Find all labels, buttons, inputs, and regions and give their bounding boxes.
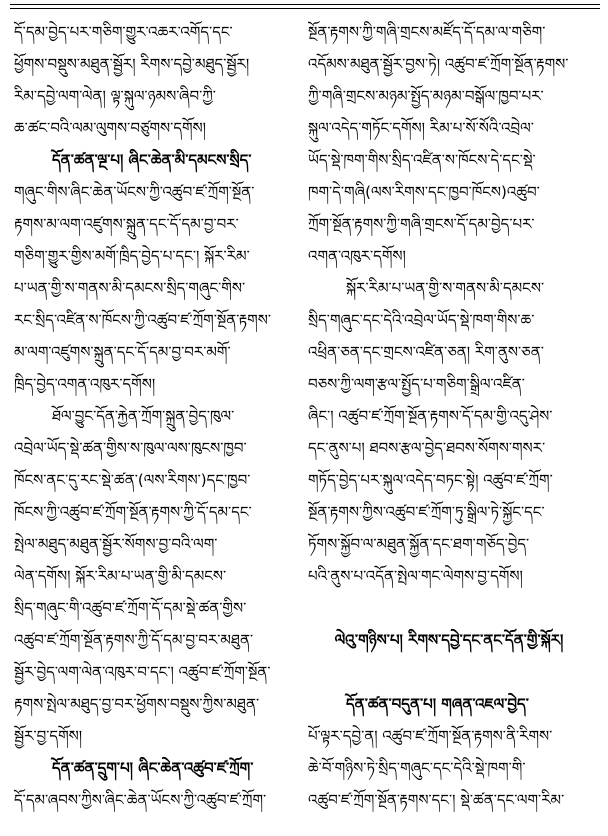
text-line: འདོམས་མཐུན་སྦྱོར་བྱས་ཏེ། འཚུབ་ཛ་ཀྲོག་སྔོན་རྟགས་ (308, 55, 569, 73)
text-line: རྟགས་མ་ལག་འཛུགས་སྐྲུན་དང་དོ་དམ་བྱ་བར་ (14, 215, 239, 233)
text-line: རྟགས་སྤེལ་མཐུད་བྱ་བར་ཕྱོགས་བསྡུས་ཀྱིས་མཐུན་ (14, 695, 260, 713)
text-line: ཁྲིད་བྱེད་འགན་འཁུར་དགོས། (14, 375, 156, 393)
top-border-rule-inner (10, 8, 600, 9)
text-line: ཁག་དེ་གཞི(ལས་རིགས་དང་ཁྱབ་ཁོངས)འཚུབ་ (308, 183, 540, 201)
text-line: དོ་དམ་ཞབས་ཀྱིས་ཞིང་ཆེན་ཡོངས་ཀྱི་འཚུབ་ཛ་ཀྲོག་ (14, 791, 267, 809)
text-line: འཚུབ་ཛ་ཀྲོག་སྔོན་རྟགས་ཀྱི་དོ་དམ་བྱ་བར་མཐུན་ (14, 631, 254, 649)
article-heading-line: དོན་ཚན་དྲུག་པ། ཞིང་ཆེན་འཚུབ་ཛ་ཀྲོག་ (52, 759, 254, 777)
text-line: ཐོལ་བྱུང་དོན་རྐྱེན་ཀྲོག་སྐྲུན་བྱེད་ཁུལ་ (52, 407, 235, 425)
text-line: རང་སྲིད་འཛིན་ས་ཁོངས་ཀྱི་འཚུབ་ཛ་ཀྲོག་སྔོན་རྟགས་ (14, 311, 271, 329)
text-line: ཀྱི་གཞི་གྲངས་མཉམ་སྤྱོད་མཉམ་བསྒོལ་ཁྱབ་པར་ (308, 87, 544, 105)
text-line: ཆ་ཚང་བའི་ལམ་ལུགས་བཙུགས་དགོས། (14, 119, 207, 137)
text-line: གཞུང་གིས་ཞིང་ཆེན་ཡོངས་ཀྱི་འཚུབ་ཛ་ཀྲོག་སྔོན་ (14, 183, 255, 201)
text-line: སྦྱོར་བྱེད་ལག་ལེན་འཁུར་བ་དང་། འཚུབ་ཛ་ཀྲོག་སྔོན་ (14, 663, 271, 681)
text-line: པའི་ནུས་པ་འདོན་སྤེལ་གང་ལེགས་བྱ་དགོས། (308, 567, 523, 585)
text-line: ཏོགས་སྐྱོབ་ལ་མཐུན་སྐྱོན་དང་ཐག་གཅོད་བྱེད་ (308, 535, 530, 553)
text-line: འབྲེལ་ཡོད་སྡེ་ཚན་གྱིས་ས་ཁུལ་ལས་ཁུངས་ཁྱབ་ (14, 439, 247, 457)
article-heading-line: དོན་ཚན་བདུན་པ། གཞན་འཇལ་བྱེད་ (346, 695, 529, 713)
text-line: ཡོད་སྡེ་ཁག་གིས་སྲིད་འཛིན་ས་ཁོངས་དེ་དང་སྡེ་ (308, 151, 536, 169)
text-line: མ་ལག་འཛུགས་སྐྲུན་དང་དོ་དམ་བྱ་བར་མགོ་ (14, 343, 231, 361)
text-line: ཀྲོག་སྔོན་རྟགས་ཀྱི་གཞི་གྲངས་དོ་དམ་བྱེད་པར་ (308, 215, 535, 233)
left-text-column (14, 16, 296, 816)
text-line: གཅིག་གྱུར་གྱིས་མགོ་ཁྲིད་བྱེད་པ་དང་། སྐོར་རིམ་ (14, 247, 250, 265)
top-border-rule (10, 4, 600, 5)
text-line: ཁོངས་ཀྱི་འཚུབ་ཛ་ཀྲོག་སྔོན་རྟགས་ཀྱི་དོ་དམ་དང་ (14, 503, 252, 521)
text-line: སྔོན་རྟགས་ཀྱི་གཞི་གྲངས་མཛོད་དོ་དམ་ལ་གཅིག་ (308, 23, 546, 41)
text-line: འགན་འཁུར་དགོས། (308, 247, 406, 265)
text-line: སྐུལ་འདེད་གཏོང་དགོས། རིམ་པ་སོ་སོའི་འབྲེལ་ (308, 119, 534, 137)
text-line: དང་ནུས་པ། ཐབས་རྩལ་བྱེད་ཐབས་སོགས་གསར་ (308, 439, 546, 457)
text-line: ཆེ་བོ་གཉིས་ཏེ་སྲིད་གཞུང་དང་དེའི་སྡེ་ཁག་གི་ (308, 759, 526, 777)
text-line: འཚུབ་ཛ་ཀྲོག་སྔོན་རྟགས་དང་། སྡེ་ཚན་དང་ལག་རིམ་ (308, 791, 565, 809)
text-line: ཕྱོགས་བསྡུས་མཐུན་སྦྱོར། རིགས་དབྱེ་མཐུད་སྦྱོར། (14, 55, 250, 73)
text-line: པོ་ལྟར་དབྱེ་ན། འཚུབ་ཛ་ཀྲོག་སྔོན་རྟགས་ནི་རིགས་ (308, 727, 553, 745)
text-line: སྐོར་རིམ་པ་ཡན་གྱི་ས་གནས་མི་དམངས་ (346, 279, 545, 297)
text-line: བཅས་ཀྱི་ལག་རྩལ་སྤྱོད་པ་གཅིག་སྒྲིལ་འཛིན་ (308, 375, 525, 393)
chapter-heading: ལེའུ་གཉིས་པ། རིགས་དབྱེ་དང་ནང་དོན་གྱི་སྐོར། (334, 631, 564, 649)
text-line: སྤེལ་མཐུད་མཐུན་སྦྱོར་སོགས་བྱ་བའི་ལག་ (14, 535, 218, 553)
text-line: སྦྱོར་བྱ་དགོས། (14, 727, 83, 745)
text-line: སྲིད་གཞུང་གི་འཚུབ་ཛ་ཀྲོག་དོ་དམ་སྡེ་ཚན་གྱིས་ (14, 599, 247, 617)
text-line: སྔོན་རྟགས་ཀྱིས་འཚུབ་ཛ་ཀྲོག་ཏུ་སྒྲིལ་ཏེ་སྐྱོང་དང་ (308, 503, 545, 521)
text-line: འཕྲིན་ཅན་དང་གྲངས་འཛིན་ཅན། རིག་ནུས་ཅན་ (308, 343, 544, 361)
text-line: ལེན་དགོས། སྐོར་རིམ་པ་ཡན་གྱི་མི་དམངས་ (14, 567, 227, 585)
paragraph-spacer (308, 592, 590, 624)
text-line: དོ་དམ་བྱེད་པར་གཅིག་གྱུར་འཆར་འགོད་དང་ (14, 23, 233, 41)
text-line: པ་ཡན་གྱི་ས་གནས་མི་དམངས་སྲིད་གཞུང་གིས་ (14, 279, 246, 297)
text-line: རིམ་དབྱེ་ལག་ལེན། ལྟ་སྐུལ་ཉམས་ཞིབ་ཀྱི་ (14, 87, 216, 105)
article-heading-line: དོན་ཚན་ལྔ་པ། ཞིང་ཆེན་མི་དམངས་སྲིད་ (52, 151, 252, 169)
text-line: ཞིང་། འཚུབ་ཛ་ཀྲོག་སྔོན་རྟགས་དོ་དམ་གྱི་འདུ་ཤེས་ (308, 407, 553, 425)
paragraph-spacer (308, 656, 590, 688)
text-line: ཁོངས་ནང་དུ་རང་སྡེ་ཚན་(ལས་རིགས་)དང་ཁྱབ་ (14, 471, 251, 489)
text-line: སྲིད་གཞུང་དང་དེའི་འབྲེལ་ཡོད་སྡེ་ཁག་གིས་ཆ་ (308, 311, 535, 329)
text-line: གཏོད་བྱེད་པར་སྐུལ་འདེད་བཏང་སྟེ། འཚུབ་ཛ་ཀྲོག་ (308, 471, 553, 489)
right-text-column (308, 16, 590, 816)
